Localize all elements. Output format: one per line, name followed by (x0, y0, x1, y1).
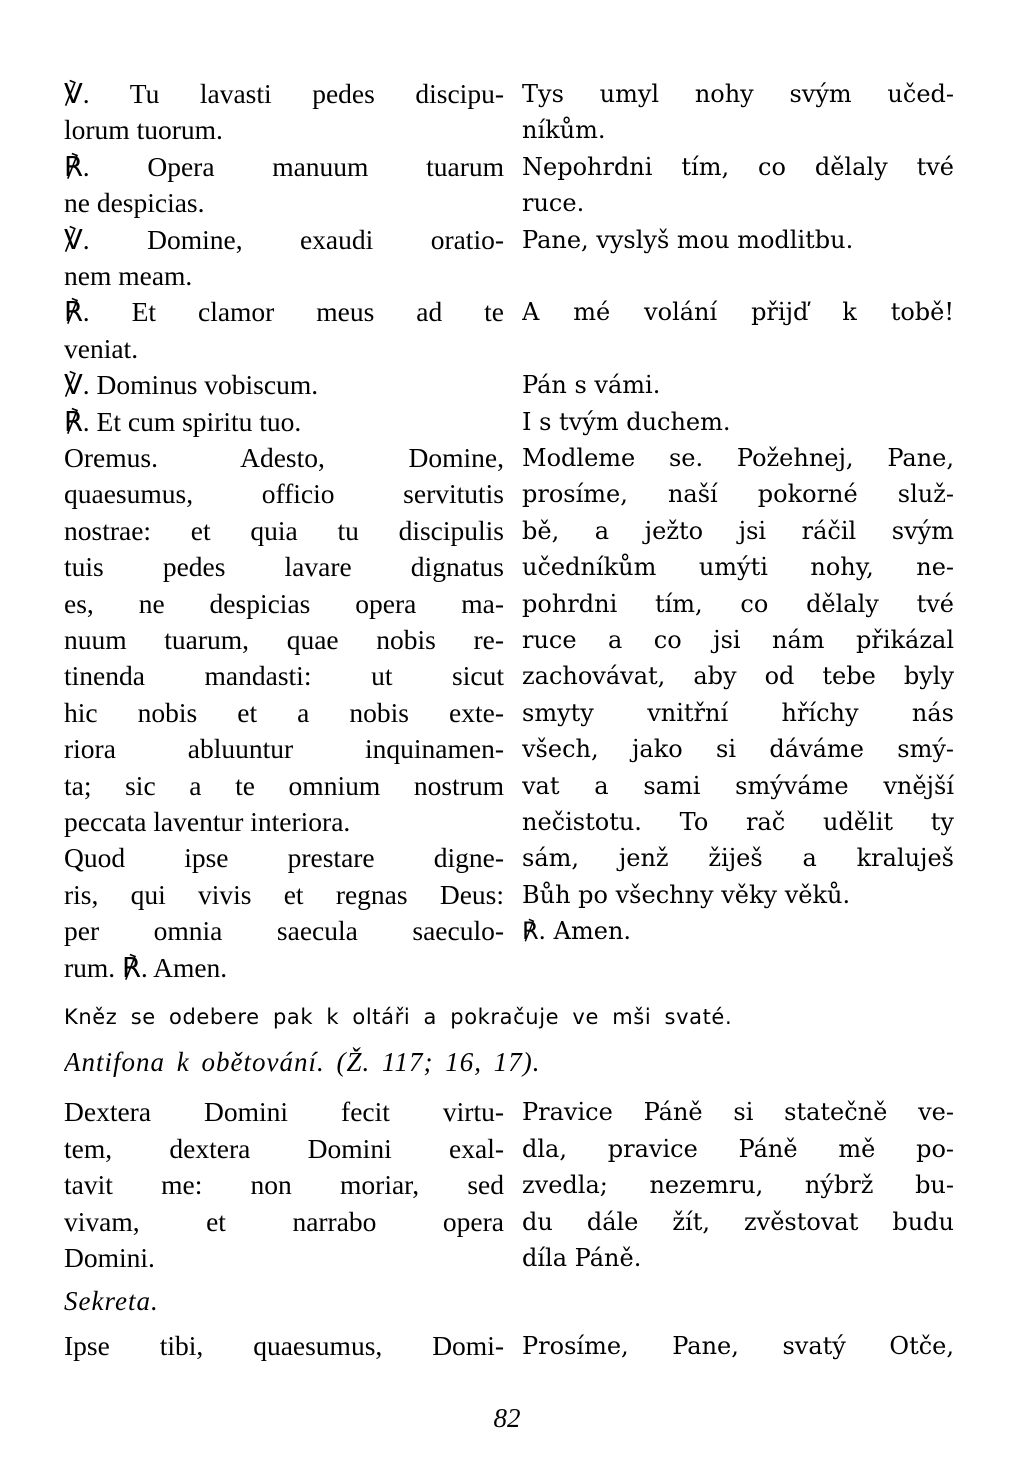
text-line: Ipse tibi, quaesumus, Domi- (64, 1330, 504, 1361)
text-line: Pravice Páně si statečně ve- (522, 1098, 954, 1126)
text-line (522, 331, 954, 367)
text-line: bě, a ježto jsi ráčil svým (522, 516, 954, 545)
text-line: Pane, vyslyš mou modlitbu. (522, 225, 854, 254)
text-line: Bůh po všechny věky věků. (522, 880, 851, 909)
text-line: ℣. Dominus vobiscum. (64, 369, 319, 401)
text-line: níkům. (522, 116, 606, 145)
offertory-heading: Antifona k obětování. (Ž. 117; 16, 17). (64, 1047, 541, 1077)
text-line: ℟. Opera manuum tuarum (64, 150, 504, 182)
text-line: lorum tuorum. (64, 114, 223, 146)
text-line: pohrdni tím, co dělaly tvé (522, 589, 954, 618)
text-line: es, ne despicias opera ma- (64, 587, 504, 619)
text-line: učedníkům umýti nohy, ne- (522, 553, 954, 582)
text-line: vivam, et narrabo opera (64, 1205, 504, 1237)
text-line: Prosíme, Pane, svatý Otče, (522, 1332, 954, 1360)
rubric-instruction: Kněz se odebere pak k oltáři a pokračuje ve mši svaté. (64, 1005, 733, 1029)
text-line: nem meam. (64, 260, 193, 291)
text-line: dla, pravice Páně mě po- (522, 1134, 954, 1163)
secret-heading: Sekreta. (64, 1286, 159, 1316)
page-number: 82 (493, 1403, 521, 1433)
offertory-latin-column (64, 1094, 504, 1274)
text-line (522, 258, 954, 294)
text-line: ℣. Domine, exaudi oratio- (64, 223, 504, 255)
text-line: du dále žít, zvěstovat budu (522, 1207, 954, 1236)
text-line: ℟. Et clamor meus ad te (64, 296, 504, 328)
text-line: Domini. (64, 1242, 155, 1273)
text-line: zachovávat, aby od tebe byly (522, 662, 954, 691)
text-line: tavit me: non moriar, sed (64, 1169, 504, 1200)
text-line: riora abluuntur inquinamen- (64, 733, 504, 765)
text-line: Quod ipse prestare digne- (64, 842, 504, 874)
text-line: A mé volání přijď k tobě! (522, 298, 954, 327)
text-line: sám, jenž žiješ a kraluješ (522, 844, 954, 873)
text-line: per omnia saecula saeculo- (64, 915, 504, 947)
text-line: nečistotu. To rač udělit ty (522, 808, 954, 836)
text-line: ruce. (522, 189, 585, 218)
text-line: ℟. Et cum spiritu tuo. (64, 405, 302, 437)
secret-czech-column (522, 1328, 954, 1364)
versicles-latin-column (64, 76, 504, 988)
text-line: nostrae: et quia tu discipulis (64, 514, 504, 546)
text-line: zvedla; nezemru, nýbrž bu- (522, 1171, 954, 1199)
text-line: rum. ℟. Amen. (64, 951, 228, 983)
text-line: ℟. Amen. (522, 917, 632, 946)
text-line: Modleme se. Požehnej, Pane, (522, 444, 954, 472)
text-line: I s tvým duchem. (522, 407, 731, 436)
text-line: ruce a co jsi nám přikázal (522, 626, 954, 654)
text-line: ta; sic a te omnium nostrum (64, 769, 504, 801)
text-line: hic nobis et a nobis exte- (64, 696, 504, 728)
secret-latin-column (64, 1328, 504, 1364)
text-line: vat a sami smýváme vnější (522, 771, 954, 800)
text-line: tinenda mandasti: ut sicut (64, 660, 504, 692)
text-line: peccata laventur interiora. (64, 806, 351, 837)
text-line: tem, dextera Domini exal- (64, 1132, 504, 1164)
text-line: Nepohrdni tím, co dělaly tvé (522, 152, 954, 181)
text-line: quaesumus, officio servitutis (64, 478, 504, 510)
text-line: ris, qui vivis et regnas Deus: (64, 878, 504, 910)
text-line: smyty vnitřní hříchy nás (522, 698, 954, 727)
text-line: nuum tuarum, quae nobis re- (64, 624, 504, 655)
text-line: všech, jako si dáváme smý- (522, 735, 954, 764)
text-line: Tys umyl nohy svým učed- (522, 80, 954, 108)
offertory-czech-column (522, 1094, 954, 1274)
text-line: Oremus. Adesto, Domine, (64, 442, 504, 473)
text-line: díla Páně. (522, 1244, 642, 1272)
text-line: prosíme, naší pokorné služ- (522, 480, 954, 509)
text-line: veniat. (64, 332, 139, 364)
text-line: ne despicias. (64, 187, 205, 219)
text-line: Dextera Domini fecit virtu- (64, 1096, 504, 1127)
text-line: tuis pedes lavare dignatus (64, 551, 504, 583)
text-line: Pán s vámi. (522, 371, 661, 400)
text-line: ℣. Tu lavasti pedes discipu- (64, 78, 504, 109)
versicles-czech-column (522, 76, 954, 952)
